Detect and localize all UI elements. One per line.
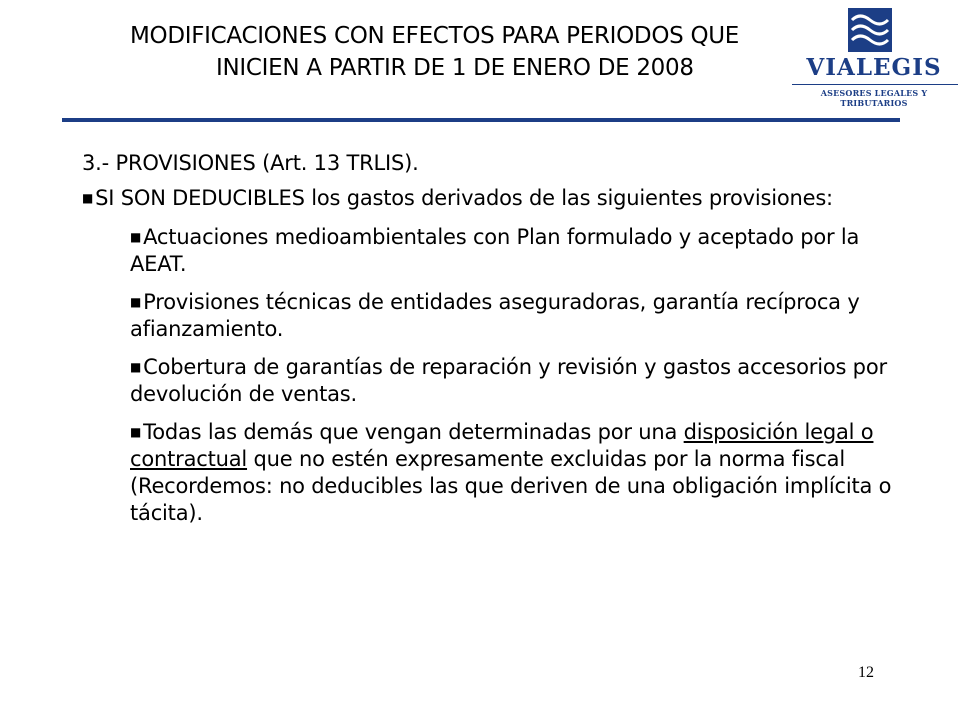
slide-title-line-1: MODIFICACIONES CON EFECTOS PARA PERIODOS QUE	[130, 23, 740, 49]
list-item	[130, 289, 910, 343]
page-number: 12	[858, 664, 874, 681]
list-item	[130, 354, 910, 408]
list-item-text-before: Todas las demás que vengan determinadas por una	[143, 420, 684, 444]
list-item-text-after: que no estén expresamente excluidas por la norma fiscal (Recordemos: no deducibles las que deriven de una obligación implícita o tácita).	[130, 447, 892, 525]
slide-body	[82, 150, 912, 538]
square-bullet-icon: ■	[130, 360, 142, 374]
slide-title-line-2: INICIEN A PARTIR DE 1 DE ENERO DE 2008	[216, 55, 694, 81]
logo-wordmark: VIALEGIS	[806, 54, 942, 81]
section-heading: 3.- PROVISIONES (Art. 13 TRLIS).	[82, 151, 419, 175]
list-item-text: Cobertura de garantías de reparación y revisión y gastos accesorios por devolución de ventas.	[130, 355, 887, 406]
list-item-text: Provisiones técnicas de entidades aseguradoras, garantía recíproca y afianzamiento.	[130, 290, 860, 341]
vialegis-logo	[788, 0, 960, 110]
list-item	[130, 224, 910, 278]
wave-emblem-icon	[848, 8, 892, 52]
logo-tagline: ASESORES LEGALES Y TRIBUTARIOS	[820, 88, 928, 108]
square-bullet-icon: ■	[130, 230, 142, 244]
square-bullet-icon: ■	[82, 191, 94, 205]
underlined-phrase: disposición legal o contractual	[130, 420, 874, 471]
intro-emphasis: SI SON DEDUCIBLES	[95, 186, 305, 210]
list-item-text: Actuaciones medioambientales con Plan formulado y aceptado por la AEAT.	[130, 225, 860, 276]
list-item	[130, 419, 910, 527]
header-divider	[62, 118, 900, 122]
slide-title	[100, 20, 820, 84]
logo-divider	[792, 84, 958, 85]
square-bullet-icon: ■	[130, 425, 142, 439]
intro-bullet	[82, 185, 842, 212]
square-bullet-icon: ■	[130, 295, 142, 309]
intro-text: los gastos derivados de las siguientes provisiones:	[304, 186, 833, 210]
